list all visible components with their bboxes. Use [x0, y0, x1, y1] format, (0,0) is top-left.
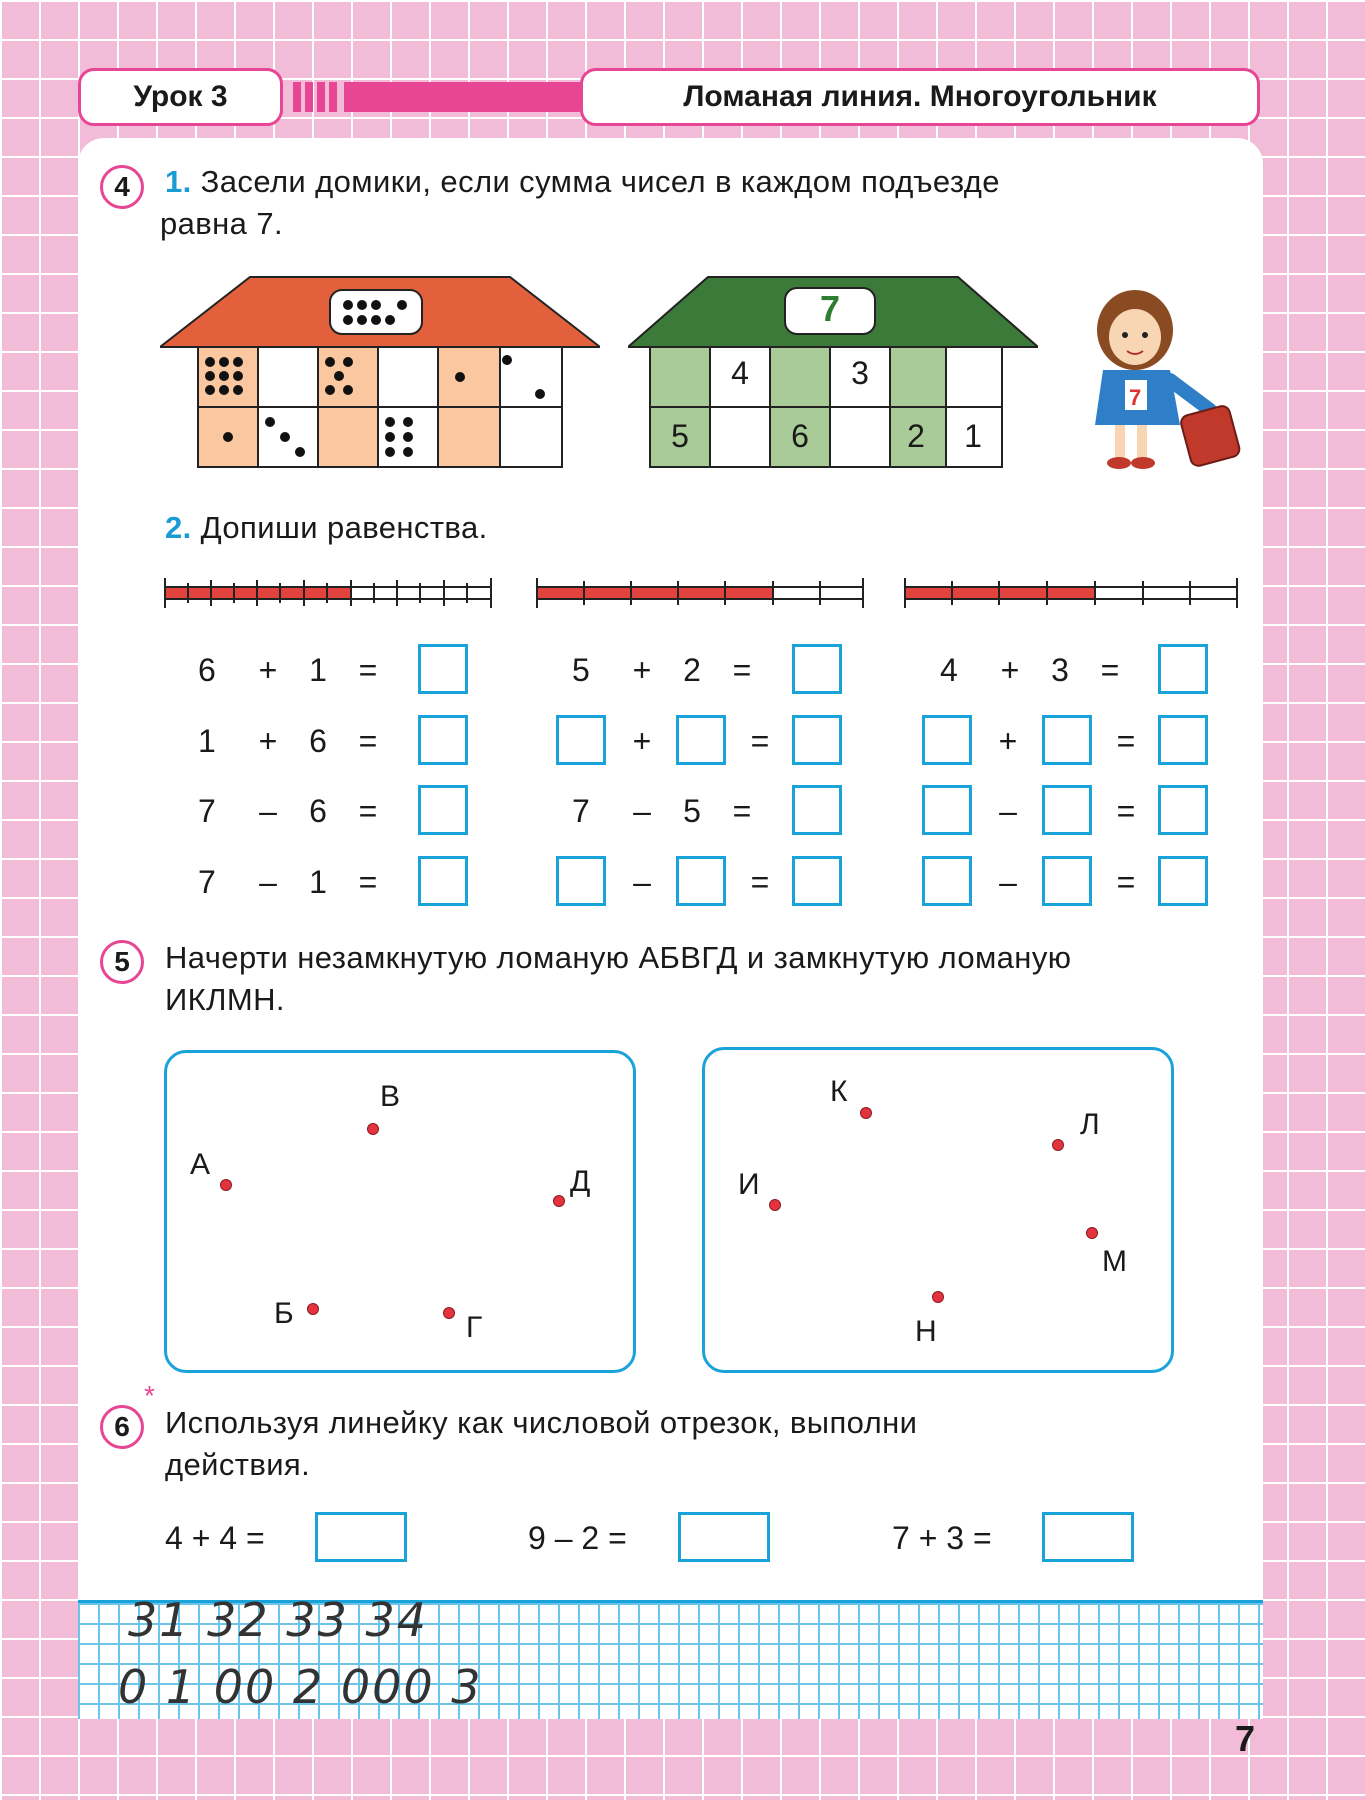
point-g[interactable]: [443, 1307, 455, 1319]
number-segment-2: [532, 578, 872, 608]
answer-box[interactable]: [418, 644, 468, 694]
part2-text: Допиши равенства.: [200, 510, 488, 545]
point-v[interactable]: [367, 1123, 379, 1135]
point-n[interactable]: [932, 1291, 944, 1303]
point-b[interactable]: [307, 1303, 319, 1315]
exercise-1: 4 + 4 =: [165, 1520, 265, 1556]
point-label: Д: [570, 1165, 591, 1198]
header-bar: [344, 82, 584, 112]
point-label: И: [738, 1168, 760, 1201]
copybook-line-1: 31 32 33 34: [128, 1593, 428, 1647]
part1-number: 1.: [165, 164, 192, 199]
answer-box[interactable]: [1042, 785, 1092, 835]
equation-row: 7 – 1 =: [198, 864, 378, 900]
exercise-3: 7 + 3 =: [892, 1520, 992, 1556]
answer-box[interactable]: [315, 1512, 407, 1562]
point-a[interactable]: [220, 1179, 232, 1191]
operator: +: [632, 723, 652, 759]
answer-box[interactable]: [922, 715, 972, 765]
answer-box[interactable]: [1158, 785, 1208, 835]
answer-box[interactable]: [676, 715, 726, 765]
copybook-line-2: 0 1 00 2 000 3: [118, 1660, 483, 1714]
operator: =: [1116, 793, 1136, 829]
point-label: М: [1102, 1245, 1127, 1278]
task-number-5: 5: [100, 940, 144, 984]
answer-box[interactable]: [1158, 644, 1208, 694]
equation-row: 6 + 1 =: [198, 652, 378, 688]
girl-with-suitcase-illustration: [1075, 285, 1250, 475]
house-cell: 4: [731, 355, 749, 391]
point-label: К: [830, 1075, 848, 1108]
point-label: В: [380, 1080, 401, 1113]
point-label: А: [190, 1148, 211, 1181]
answer-box[interactable]: [418, 785, 468, 835]
operator: =: [750, 864, 770, 900]
number-segment-1: [160, 578, 500, 608]
operator: –: [999, 864, 1017, 900]
task5-text-line2: ИКЛМН.: [165, 982, 285, 1017]
equation-row: 5 + 2 =: [572, 652, 752, 688]
point-k[interactable]: [860, 1107, 872, 1119]
answer-box[interactable]: [556, 715, 606, 765]
answer-box[interactable]: [792, 785, 842, 835]
lesson-text: Урок 3: [133, 80, 228, 113]
operator: –: [633, 864, 651, 900]
house-cell: 3: [851, 355, 869, 391]
page-number: 7: [1235, 1718, 1256, 1759]
number-segment-3: [900, 578, 1245, 608]
operator: –: [999, 793, 1017, 829]
point-m[interactable]: [1086, 1227, 1098, 1239]
operator: =: [1116, 864, 1136, 900]
roof-dice-sign: [330, 290, 422, 334]
answer-box[interactable]: [678, 1512, 770, 1562]
task5-text-line1: Начерти незамкнутую ломаную АБВГД и замкнутую ломаную: [165, 940, 1072, 975]
point-label: Г: [466, 1311, 483, 1344]
task6-text-line1: Используя линейку как числовой отрезок, выполни: [165, 1405, 918, 1440]
lesson-label: [78, 68, 283, 126]
answer-box[interactable]: [1158, 856, 1208, 906]
page-title: [580, 68, 1260, 126]
point-label: Н: [915, 1315, 937, 1348]
equation-row: 7 – 6 =: [198, 793, 378, 829]
house-cell: 1: [964, 418, 982, 454]
page-title-text: Ломаная линия. Многоугольник: [683, 80, 1157, 113]
equation-row: 7 – 5 =: [572, 793, 752, 829]
part2-number: 2.: [165, 510, 192, 545]
point-label: Б: [274, 1297, 294, 1330]
answer-box[interactable]: [792, 856, 842, 906]
bonus-star-icon: *: [144, 1380, 155, 1411]
operator: +: [998, 723, 1018, 759]
answer-box[interactable]: [418, 715, 468, 765]
header-stripes: [293, 82, 338, 112]
part2-instruction: [165, 508, 488, 548]
equation-row: 4 + 3 =: [940, 652, 1120, 688]
answer-box[interactable]: [792, 715, 842, 765]
house-cell: 6: [791, 418, 809, 454]
house-cell: 5: [671, 418, 689, 454]
house-cell: 2: [907, 418, 925, 454]
answer-box[interactable]: [922, 785, 972, 835]
answer-box[interactable]: [1042, 1512, 1134, 1562]
part1-text-line2: равна 7.: [160, 206, 283, 241]
task4-instruction: [165, 162, 1000, 202]
part1-text-line1: Засели домики, если сумма чисел в каждом подъезде: [200, 164, 1000, 199]
task-number-4: 4: [100, 165, 144, 209]
answer-box[interactable]: [418, 856, 468, 906]
equation-row: 1 + 6 =: [198, 723, 378, 759]
svg-text:7: 7: [1129, 385, 1142, 410]
exercise-2: 9 – 2 =: [528, 1520, 627, 1556]
task-number-6: 6: [100, 1405, 144, 1449]
answer-box[interactable]: [792, 644, 842, 694]
house-dice: [160, 272, 600, 472]
task6-text-line2: действия.: [165, 1447, 311, 1482]
answer-box[interactable]: [676, 856, 726, 906]
answer-box[interactable]: [1042, 856, 1092, 906]
point-d[interactable]: [553, 1195, 565, 1207]
operator: =: [750, 723, 770, 759]
answer-box[interactable]: [1042, 715, 1092, 765]
operator: =: [1116, 723, 1136, 759]
answer-box[interactable]: [1158, 715, 1208, 765]
point-label: Л: [1080, 1108, 1100, 1141]
answer-box[interactable]: [556, 856, 606, 906]
point-l[interactable]: [1052, 1139, 1064, 1151]
answer-box[interactable]: [922, 856, 972, 906]
point-i[interactable]: [769, 1199, 781, 1211]
roof-number: 7: [819, 288, 841, 329]
